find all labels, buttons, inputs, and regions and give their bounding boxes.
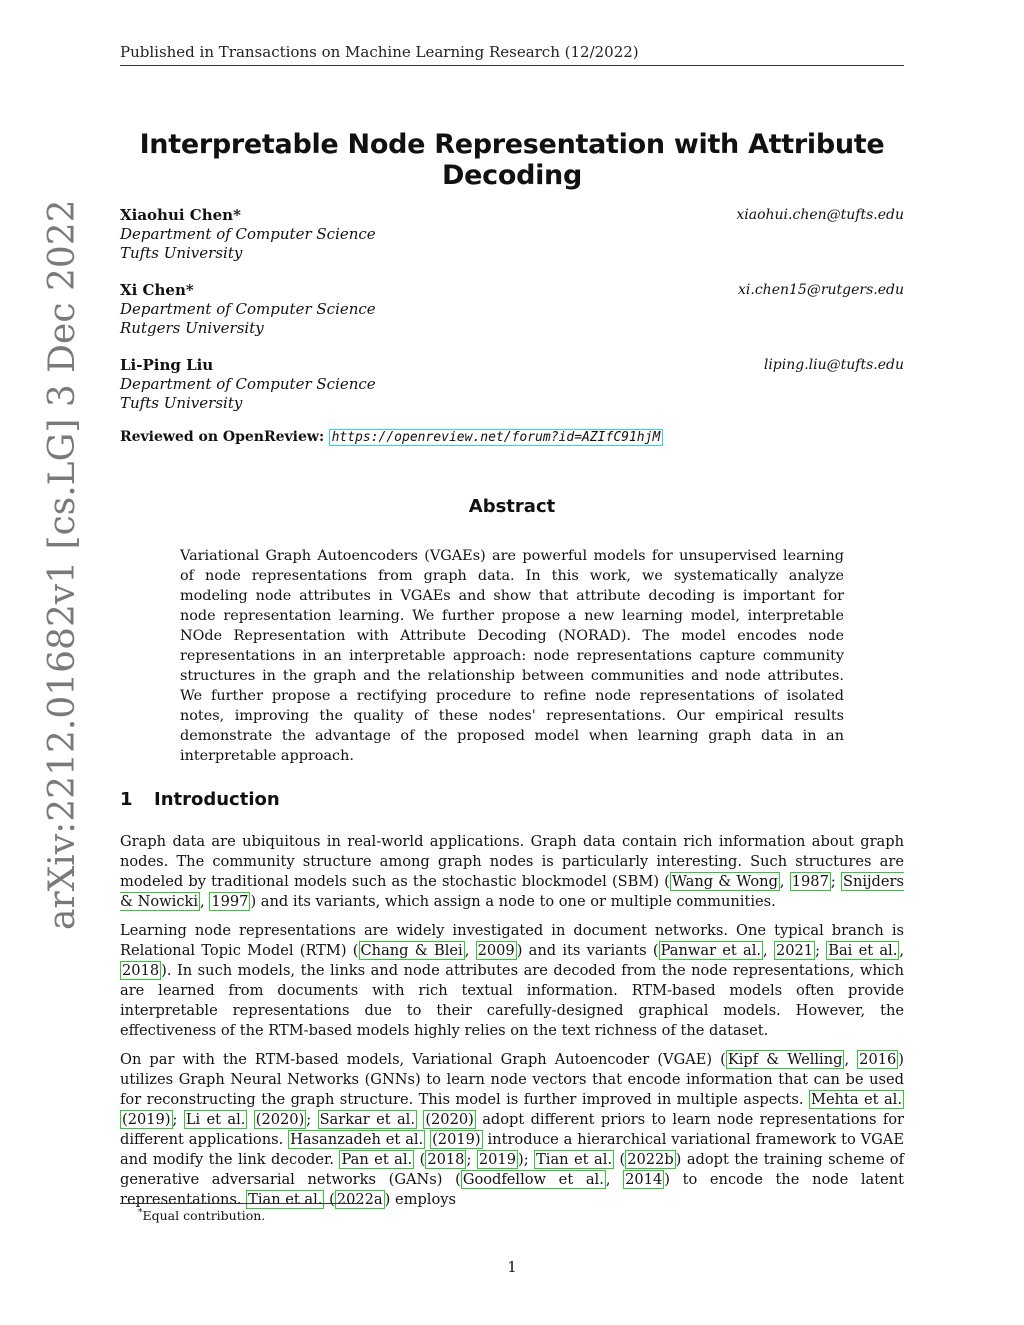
- author-department: Department of Computer Science: [120, 225, 376, 243]
- author-department: Department of Computer Science: [120, 300, 376, 318]
- openreview-label: Reviewed on OpenReview:: [120, 429, 325, 445]
- author-block: [120, 356, 904, 413]
- openreview-link[interactable]: https://openreview.net/forum?id=AZIfC91hjM: [329, 429, 664, 446]
- author-email[interactable]: xi.chen15@rutgers.edu: [738, 282, 904, 298]
- citation-link[interactable]: Li et al.: [185, 1111, 246, 1128]
- author-block: [120, 206, 904, 263]
- citation-link[interactable]: Panwar et al.: [660, 942, 762, 959]
- citation-link[interactable]: Kipf & Welling: [727, 1051, 843, 1068]
- citation-link[interactable]: 2021: [775, 942, 814, 959]
- author-university: Tufts University: [120, 244, 243, 262]
- citation-link[interactable]: 2014: [625, 1171, 663, 1188]
- citation-link[interactable]: Tian et al.: [536, 1151, 613, 1168]
- author-department: Department of Computer Science: [120, 375, 376, 393]
- author-name: Xi Chen*: [120, 281, 194, 299]
- citation-link[interactable]: (2019): [432, 1131, 481, 1148]
- citation-link[interactable]: (2020): [255, 1111, 305, 1128]
- citation-link[interactable]: Tian et al.: [248, 1191, 323, 1208]
- openreview-line: [120, 429, 663, 445]
- citation-link[interactable]: Wang & Wong: [671, 873, 778, 890]
- header-rule: [120, 65, 904, 66]
- citation-link[interactable]: Chang & Blei: [360, 942, 463, 959]
- citation-link[interactable]: 2018: [122, 962, 160, 979]
- citation-link[interactable]: (2019): [122, 1111, 171, 1128]
- author-email[interactable]: xiaohui.chen@tufts.edu: [736, 207, 904, 223]
- citation-link[interactable]: 2019: [478, 1151, 516, 1168]
- introduction-body: [120, 832, 904, 1219]
- section-number: 1: [120, 789, 133, 810]
- citation-link[interactable]: Bai et al.: [828, 942, 898, 959]
- author-name: Li-Ping Liu: [120, 356, 214, 374]
- citation-link[interactable]: Goodfellow et al.: [462, 1171, 604, 1188]
- running-header: Published in Transactions on Machine Learning Research (12/2022): [120, 43, 639, 61]
- citation-link[interactable]: Sarkar et al.: [319, 1111, 415, 1128]
- author-name: Xiaohui Chen*: [120, 206, 241, 224]
- citation-link[interactable]: Mehta et al.: [811, 1091, 902, 1108]
- footnote: *Equal contribution.: [138, 1208, 266, 1224]
- citation-link[interactable]: 2022a: [336, 1191, 383, 1208]
- abstract-text: Variational Graph Autoencoders (VGAEs) are powerful models for unsupervised learning of node representations from graph data. In this work, we systematically analyze modeling node attributes in VGAEs and show that attribute decoding is important for node representation learning. We further propose a new learning model, interpretable NOde Representation with Attribute Decoding (NORAD). The model encodes node representations in an interpretable approach: node representations capture community structures in the graph and the relationship between communities and node attributes. We further propose a rectifying procedure to refine node representations of isolated notes, improving the quality of these nodes' representations. Our empirical results demonstrate the advantage of the proposed model when learning graph data in an interpretable approach.: [180, 548, 844, 764]
- footnote-rule: [120, 1203, 360, 1204]
- citation-link[interactable]: (2020): [425, 1111, 474, 1128]
- citation-link[interactable]: 1987: [791, 873, 829, 890]
- citation-link[interactable]: Pan et al.: [341, 1151, 413, 1168]
- author-email[interactable]: liping.liu@tufts.edu: [763, 357, 904, 373]
- paragraph: Graph data are ubiquitous in real-world applications. Graph data contain rich information about graph nodes. The community structure among graph nodes is particularly interesting. Such structures are modeled by traditional models such as the stochastic blockmodel (SBM) ( Wang & Wong , 1987 ; Snijders & Nowicki , 1997 ) and its variants, which assign a node to one or multiple communities.: [120, 833, 905, 910]
- citation-link[interactable]: Snijders & Nowicki: [120, 873, 905, 910]
- author-block: [120, 281, 904, 338]
- section-heading: [120, 789, 280, 810]
- citation-link[interactable]: 2018: [427, 1151, 465, 1168]
- author-university: Rutgers University: [120, 319, 264, 337]
- section-title: Introduction: [154, 789, 280, 810]
- citation-link[interactable]: Hasanzadeh et al.: [290, 1131, 424, 1148]
- abstract-heading: Abstract: [468, 496, 556, 517]
- citation-link[interactable]: 2009: [477, 942, 515, 959]
- paragraph: On par with the RTM-based models, Variational Graph Autoencoder (VGAE) ( Kipf & Welling , 2016 ) utilizes Graph Neural Networks (GNNs) to learn node vectors that encode information that can be used for reconstructing the graph structure. This model is further improved in multiple aspects. Mehta et al. (2019) ; Li et al. (2020) ; Sarkar et al. (2020) adopt different priors to learn node representations for different applications. Hasanzadeh et al. (2019) introduce a hierarchical variational framework to VGAE and modify the link decoder. Pan et al. ( 2018 ; 2019 ); Tian et al. ( 2022b ) adopt the training scheme of generative adversarial networks (GANs) ( Goodfellow et al. , 2014 ) to encode the node latent representations. Tian et al. ( 2022a ) employs: [120, 1051, 905, 1208]
- page-number: 1: [507, 1258, 517, 1276]
- citation-link[interactable]: 2022b: [627, 1151, 674, 1168]
- author-university: Tufts University: [120, 394, 243, 412]
- citation-link[interactable]: 2016: [859, 1051, 897, 1068]
- citation-link[interactable]: 1997: [211, 893, 249, 910]
- arxiv-sidebar-stamp: arXiv:2212.01682v1 [cs.LG] 3 Dec 2022: [42, 199, 83, 930]
- paper-title: Interpretable Node Representation with Attribute Decoding: [139, 129, 885, 191]
- paragraph: Learning node representations are widely investigated in document networks. One typical branch is Relational Topic Model (RTM) ( Chang & Blei , 2009 ) and its variants ( Panwar et al. , 2021 ; Bai et al. , 2018 ). In such models, the links and node attributes are decoded from the node representations, which are learned from documents with rich textual information. RTM-based models often provide interpretable representations due to their carefully-designed graphical models. However, the effectiveness of the RTM-based models highly relies on the text richness of the dataset.: [120, 922, 904, 1039]
